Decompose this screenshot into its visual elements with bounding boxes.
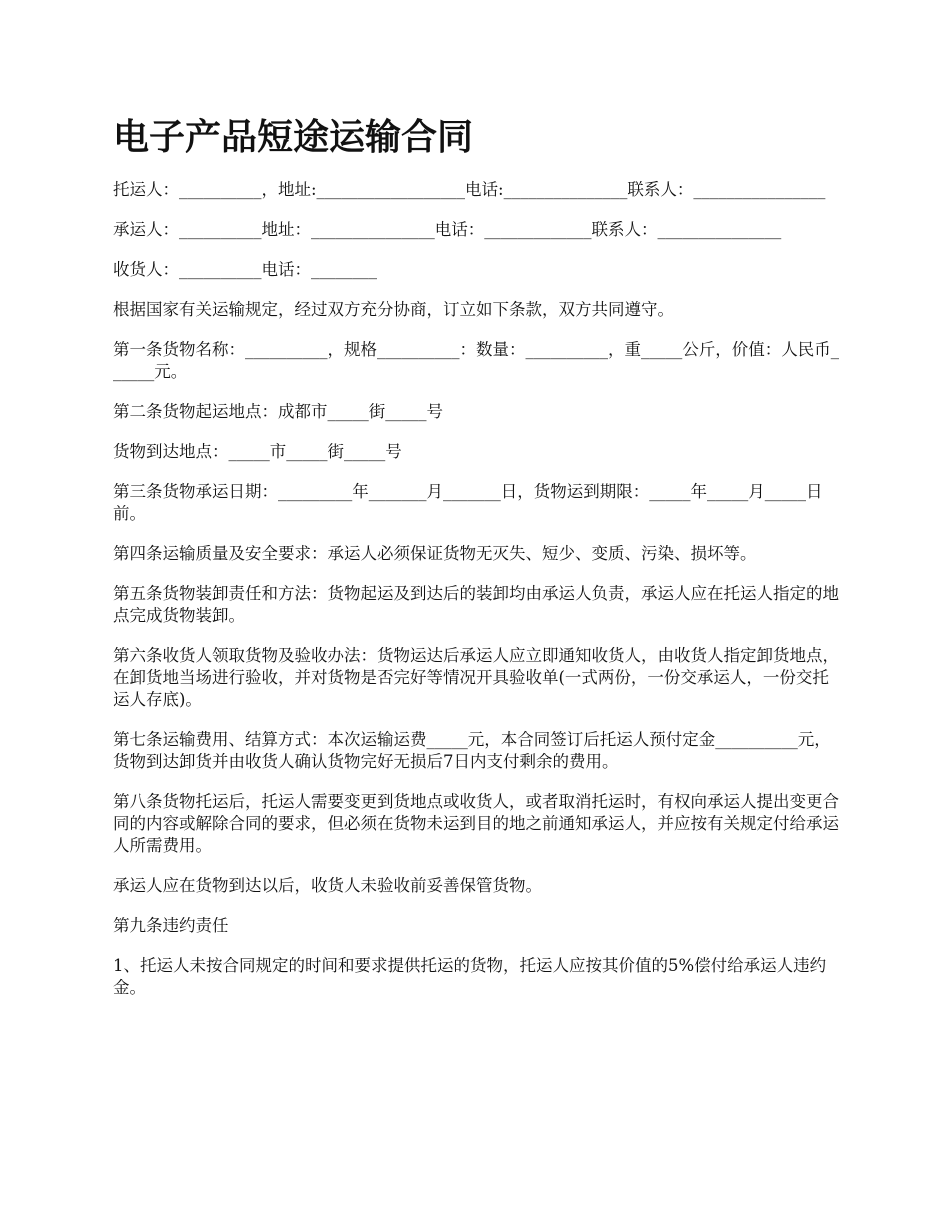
clause-article-6: 第六条收货人领取货物及验收办法：货物运达后承运人应立即通知收货人，由收货人指定卸货地点，在卸货地当场进行验收，并对货物是否完好等情况开具验收单(一式两份，一份交承运人，一份交托运人存底)。 [113, 646, 839, 709]
clause-article-3: 第三条货物承运日期：_________年_______月_______日，货物运到期限：_____年_____月_____日前。 [113, 482, 823, 523]
clause-article-9-item-1: 1、托运人未按合同规定的时间和要求提供托运的货物，托运人应按其价值的5%偿付给承运人违约金。 [113, 956, 827, 997]
clause-storage: 承运人应在货物到达以后，收货人未验收前妥善保管货物。 [113, 876, 542, 895]
clause-article-2: 第二条货物起运地点：成都市_____街_____号 [113, 402, 443, 421]
clause-article-9-heading: 第九条违约责任 [113, 916, 229, 935]
clause-article-7: 第七条运输费用、结算方式：本次运输运费_____元，本合同签订后托运人预付定金__________元，货物到达卸货并由收货人确认货物完好无损后7日内支付剩余的费用。 [113, 730, 831, 771]
clause-preamble: 根据国家有关运输规定，经过双方充分协商，订立如下条款，双方共同遵守。 [113, 300, 674, 319]
document-title: 电子产品短途运输合同 [113, 116, 474, 158]
clause-carrier-info: 承运人：__________地址：_______________电话：_____________联系人：_______________ [113, 220, 782, 239]
clause-article-5: 第五条货物装卸责任和方法：货物起运及到达后的装卸均由承运人负责，承运人应在托运人指定的地点完成货物装卸。 [113, 584, 839, 625]
document-page [113, 112, 840, 1017]
clause-article-4: 第四条运输质量及安全要求：承运人必须保证货物无灭失、短少、变质、污染、损坏等。 [113, 544, 757, 563]
clause-consignee-info: 收货人：__________电话：________ [113, 260, 377, 279]
clause-article-1: 第一条货物名称：__________，规格__________：数量：__________，重_____公斤，价值：人民币______元。 [113, 340, 839, 381]
clause-destination: 货物到达地点：_____市_____街_____号 [113, 442, 402, 461]
clause-article-8: 第八条货物托运后，托运人需要变更到货地点或收货人，或者取消托运时，有权向承运人提出变更合同的内容或解除合同的要求，但必须在货物未运到目的地之前通知承运人，并应按有关规定付给承运人所需费用。 [113, 792, 839, 855]
clause-shipper-info: 托运人：__________，地址:__________________电话:_______________联系人：________________ [113, 180, 826, 199]
